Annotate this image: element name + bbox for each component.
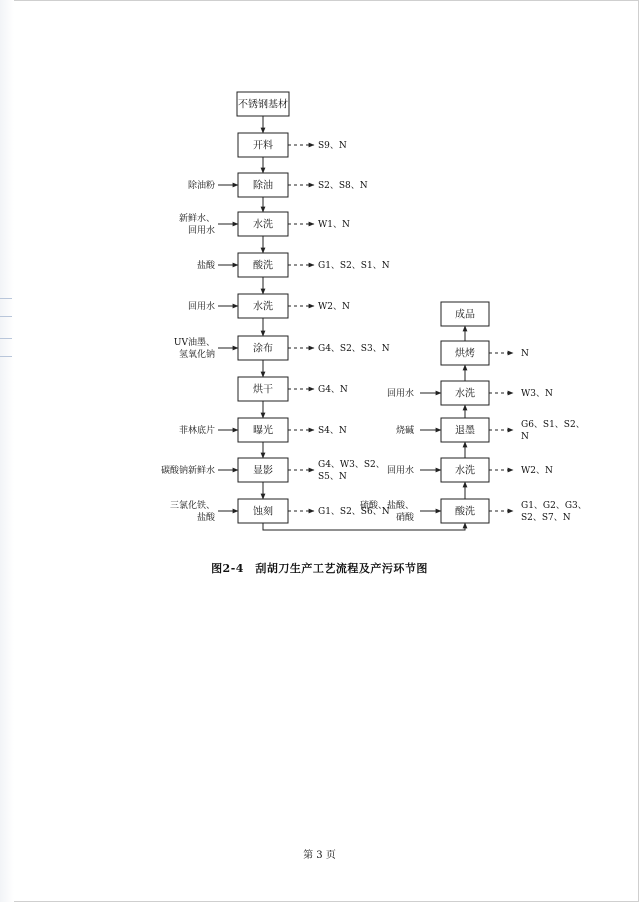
emission-label: G6、S1、S2、 N xyxy=(521,420,585,443)
emission-label: G4、S2、S3、N xyxy=(318,344,390,355)
input-label: 烧碱 xyxy=(395,426,414,437)
input-label: 回用水 xyxy=(386,466,414,477)
input-label: 三氯化铁、盐酸 xyxy=(169,501,215,524)
process-label: 水洗 xyxy=(455,465,475,477)
emission-label: G4、W3、S2、 S5、N xyxy=(318,460,385,483)
process-label: 酸洗 xyxy=(455,506,475,518)
process-label: 成品 xyxy=(455,309,475,321)
emission-label: S9、N xyxy=(318,141,347,152)
emission-label: G1、S2、S6、N xyxy=(318,507,390,518)
process-label: 水洗 xyxy=(253,219,273,231)
input-label: 菲林底片 xyxy=(178,426,215,437)
input-label: 除油粉 xyxy=(187,181,215,192)
figure-caption: 图2-4 刮胡刀生产工艺流程及产污环节图 xyxy=(211,562,428,575)
process-label: 开料 xyxy=(253,140,273,152)
input-label: 回用水 xyxy=(386,389,414,400)
emission-label: S4、N xyxy=(318,426,347,437)
process-label: 水洗 xyxy=(455,388,475,400)
emission-label: G4、N xyxy=(318,385,348,396)
emission-label: W3、N xyxy=(521,389,553,400)
process-label: 退墨 xyxy=(455,425,475,437)
process-label: 蚀刻 xyxy=(253,506,273,518)
process-label: 酸洗 xyxy=(253,260,273,272)
emission-label: W1、N xyxy=(318,220,350,231)
process-label: 显影 xyxy=(253,465,273,477)
process-label: 除油 xyxy=(253,180,273,192)
emission-label: W2、N xyxy=(318,302,350,313)
connector-arrow xyxy=(263,523,465,530)
emission-label: S2、S8、N xyxy=(318,181,368,192)
process-label: 涂布 xyxy=(253,343,273,355)
input-label: 回用水 xyxy=(187,302,215,313)
emission-label: G1、S2、S1、N xyxy=(318,261,390,272)
emission-label: W2、N xyxy=(521,466,553,477)
input-label: 盐酸 xyxy=(196,261,215,272)
process-label: 曝光 xyxy=(253,425,273,437)
process-label: 不锈钢基材 xyxy=(238,99,288,111)
process-label: 烘干 xyxy=(253,384,273,396)
input-label: 新鲜水、回用水 xyxy=(178,214,215,237)
input-label: 硫酸、盐酸、硝酸 xyxy=(359,501,414,524)
input-label: 碳酸钠新鲜水 xyxy=(160,466,215,477)
process-label: 烘烤 xyxy=(455,348,475,360)
emission-label: G1、G2、G3、 S2、S7、N xyxy=(521,501,587,524)
page-number: 第 3 页 xyxy=(303,850,336,861)
process-label: 水洗 xyxy=(253,301,273,313)
input-label: UV油墨、氢氧化钠 xyxy=(173,338,215,361)
emission-label: N xyxy=(521,349,529,360)
